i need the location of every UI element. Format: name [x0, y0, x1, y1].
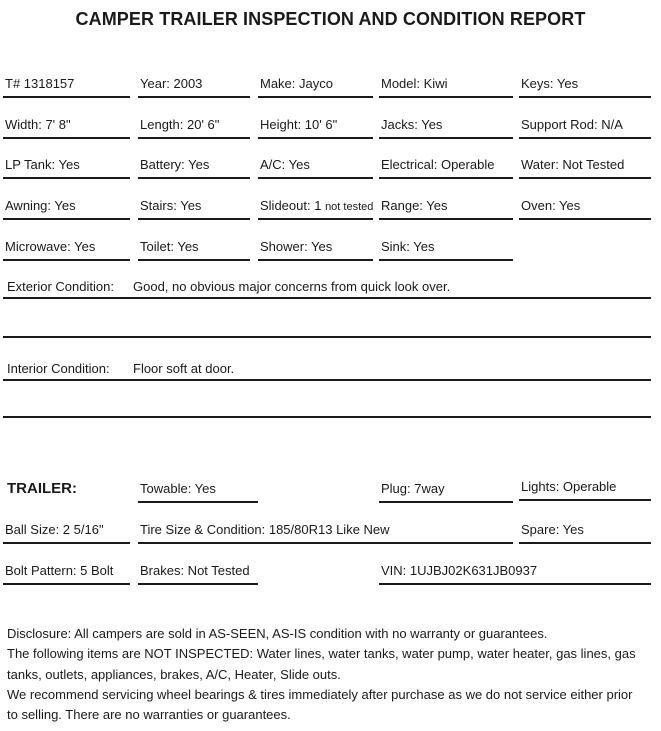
disclosure-line: The following items are NOT INSPECTED: Water lines, water tanks, water pump, water heater, gas lines, gas: [7, 646, 636, 662]
vin-field: VIN: 1UJBJ02K631JB0937: [379, 563, 651, 585]
width-field: Width: 7' 8": [3, 117, 130, 139]
trailer-number-field: T# 1318157: [3, 76, 130, 98]
sink-field: Sink: Yes: [379, 239, 513, 261]
ac-field: A/C: Yes: [258, 157, 373, 179]
exterior-condition-value: Good, no obvious major concerns from quick look over.: [133, 279, 451, 294]
awning-field: Awning: Yes: [3, 198, 130, 220]
shower-field: Shower: Yes: [258, 239, 373, 261]
electrical-field: Electrical: Operable: [379, 157, 513, 179]
make-field: Make: Jayco: [258, 76, 373, 98]
interior-blank-line: [3, 416, 651, 418]
bolt-pattern-field: Bolt Pattern: 5 Bolt: [3, 563, 130, 585]
exterior-condition-row: [3, 279, 651, 299]
interior-condition-row: [3, 361, 651, 381]
ball-size-field: Ball Size: 2 5/16": [3, 522, 130, 544]
report-title: CAMPER TRAILER INSPECTION AND CONDITION REPORT: [75, 9, 586, 29]
range-field: Range: Yes: [379, 198, 513, 220]
water-field: Water: Not Tested: [519, 157, 651, 179]
lp-tank-field: LP Tank: Yes: [3, 157, 130, 179]
disclosure-line: tanks, outlets, appliances, brakes, A/C, Heater, Slide outs.: [7, 666, 341, 682]
exterior-condition-label: Exterior Condition:: [7, 279, 114, 294]
lights-field: Lights: Operable: [519, 479, 651, 501]
jacks-field: Jacks: Yes: [379, 117, 513, 139]
slideout-value: Slideout: 1: [260, 198, 322, 213]
trailer-heading: TRAILER:: [7, 480, 77, 497]
disclosure-line: We recommend servicing wheel bearings & tires immediately after purchase as we do not service either prior: [7, 686, 633, 702]
tire-field: Tire Size & Condition: 185/80R13 Like New: [138, 522, 513, 544]
slideout-field: [258, 198, 373, 220]
interior-condition-value: Floor soft at door.: [133, 361, 235, 376]
spare-field: Spare: Yes: [519, 522, 651, 544]
exterior-blank-line: [3, 336, 651, 338]
slideout-note: not tested: [325, 201, 374, 213]
oven-field: Oven: Yes: [519, 198, 651, 220]
microwave-field: Microwave: Yes: [3, 239, 130, 261]
brakes-field: Brakes: Not Tested: [138, 563, 258, 585]
height-field: Height: 10' 6": [258, 117, 373, 139]
towable-field: Towable: Yes: [138, 481, 258, 503]
disclosure-line: to selling. There are no warranties or guarantees.: [7, 707, 291, 723]
support-rod-field: Support Rod: N/A: [519, 117, 651, 139]
keys-field: Keys: Yes: [519, 76, 651, 98]
disclosure-line: Disclosure: All campers are sold in AS-SEEN, AS-IS condition with no warranty or guarantees.: [7, 626, 548, 641]
disclosure-block: [7, 624, 647, 725]
plug-field: Plug: 7way: [379, 481, 513, 503]
model-field: Model: Kiwi: [379, 76, 513, 98]
interior-condition-label: Interior Condition:: [7, 361, 110, 376]
stairs-field: Stairs: Yes: [138, 198, 250, 220]
year-field: Year: 2003: [138, 76, 250, 98]
toilet-field: Toilet: Yes: [138, 239, 250, 261]
length-field: Length: 20' 6": [138, 117, 250, 139]
battery-field: Battery: Yes: [138, 157, 250, 179]
